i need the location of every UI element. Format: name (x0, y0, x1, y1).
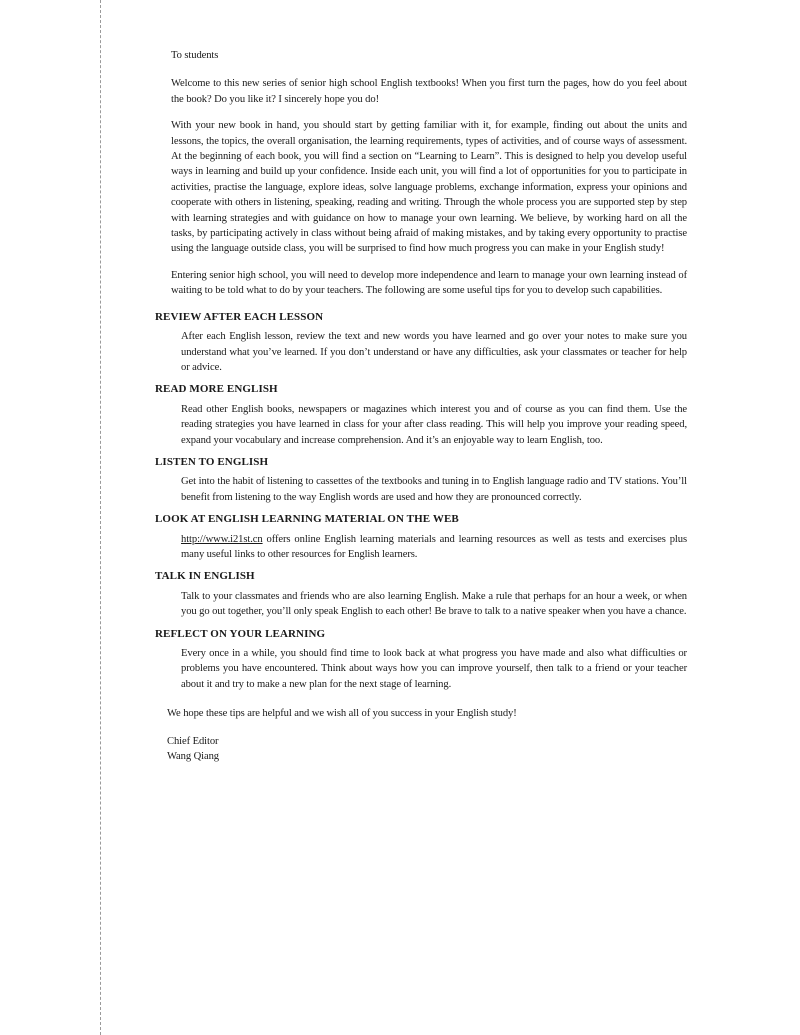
signature-block (167, 734, 687, 764)
section-heading: READ MORE ENGLISH (155, 383, 278, 396)
section-heading: LISTEN TO ENGLISH (155, 455, 269, 468)
section-reflect (155, 627, 687, 693)
section-heading: REVIEW AFTER EACH LESSON (155, 310, 324, 323)
tips-intro-paragraph: Entering senior high school, you will need to develop more independence and learn to manage your own learning instead of waiting to be told what to do by your teachers. The following are some useful tips for you to develop such capabilities. (171, 269, 687, 297)
salutation: To students (171, 50, 219, 61)
section-body: Talk to your classmates and friends who are also learning English. Make a rule that perhaps for an hour a week, or when you go out together, you’ll only speak English to each other! Be brave to talk to a native speaker when you have a chance. (181, 590, 687, 618)
section-body: Every once in a while, you should find time to look back at what progress you have made and also what difficulties or problems you have encountered. Think about ways how you can improve yourself, then talk to a friend or your teacher about it and try to make a new plan for the next stage of learning. (181, 648, 687, 690)
section-review (155, 310, 687, 376)
section-body: Read other English books, newspapers or magazines which interest you and of course as you can find them. Use the reading strategies you have learned in class for your after class reading. This will help you improve your reading speed, expand your vocabulary and increase comprehension. And it’s an enjoyable way to learn English, too. (181, 403, 687, 446)
section-read (155, 382, 687, 448)
website-link[interactable]: http://www.i21st.cn (181, 533, 263, 545)
section-talk (155, 569, 687, 619)
signature-name: Wang Qiang (167, 750, 219, 762)
intro-paragraph: Welcome to this new series of senior high school English textbooks! When you first turn the pages, how do you feel about the book? Do you like it? I sincerely hope you do! (171, 78, 687, 105)
body-paragraph: With your new book in hand, you should start by getting familiar with it, for example, finding out about the units and lessons, the topics, the overall organisation, the learning requirements, types of activities, and of course ways of assessment. At the beginning of each book, you will find a section on “Learning to Learn”. This is designed to help you develop useful ways in learning and build up your confidence. Inside each unit, you will find a lot of opportunities for you to participate in activities, practise the language, explore ideas, solve language problems, exchange information, express your opinions and cooperate with others in listening, speaking, reading and writing. Through the whole process you are supported step by step with learning strategies and with guidance on how to manage your own learning. We believe, by working hard on all the tasks, by participating actively in class without being afraid of making mistakes, and by taking every opportunity to practise using the language outside class, you will be surprised to find how much progress you can make in your English study! (171, 120, 687, 255)
section-heading: REFLECT ON YOUR LEARNING (155, 627, 326, 640)
closing-line: We hope these tips are helpful and we wish all of you success in your English study! (167, 708, 517, 720)
signature-title: Chief Editor (167, 735, 219, 747)
section-body (181, 532, 687, 563)
section-body-text: offers online English learning materials and learning resources as well as tests and exercises plus many useful links to other resources for English learners. (181, 533, 687, 560)
letter-page (155, 48, 687, 764)
section-heading: TALK IN ENGLISH (155, 570, 255, 583)
section-heading: LOOK AT ENGLISH LEARNING MATERIAL ON THE WEB (155, 513, 459, 526)
section-listen (155, 455, 687, 505)
section-web (155, 512, 687, 562)
section-body: After each English lesson, review the text and new words you have learned and go over your notes to make sure you understand what you’ve learned. If you don’t understand or have any difficulties, ask your classmates or teacher for help or advice. (181, 331, 687, 373)
section-body: Get into the habit of listening to cassettes of the textbooks and tuning in to English language radio and TV stations. You’ll benefit from listening to the way English words are used and how they are pronounced correctly. (181, 476, 687, 503)
binding-margin-line (100, 0, 101, 1035)
